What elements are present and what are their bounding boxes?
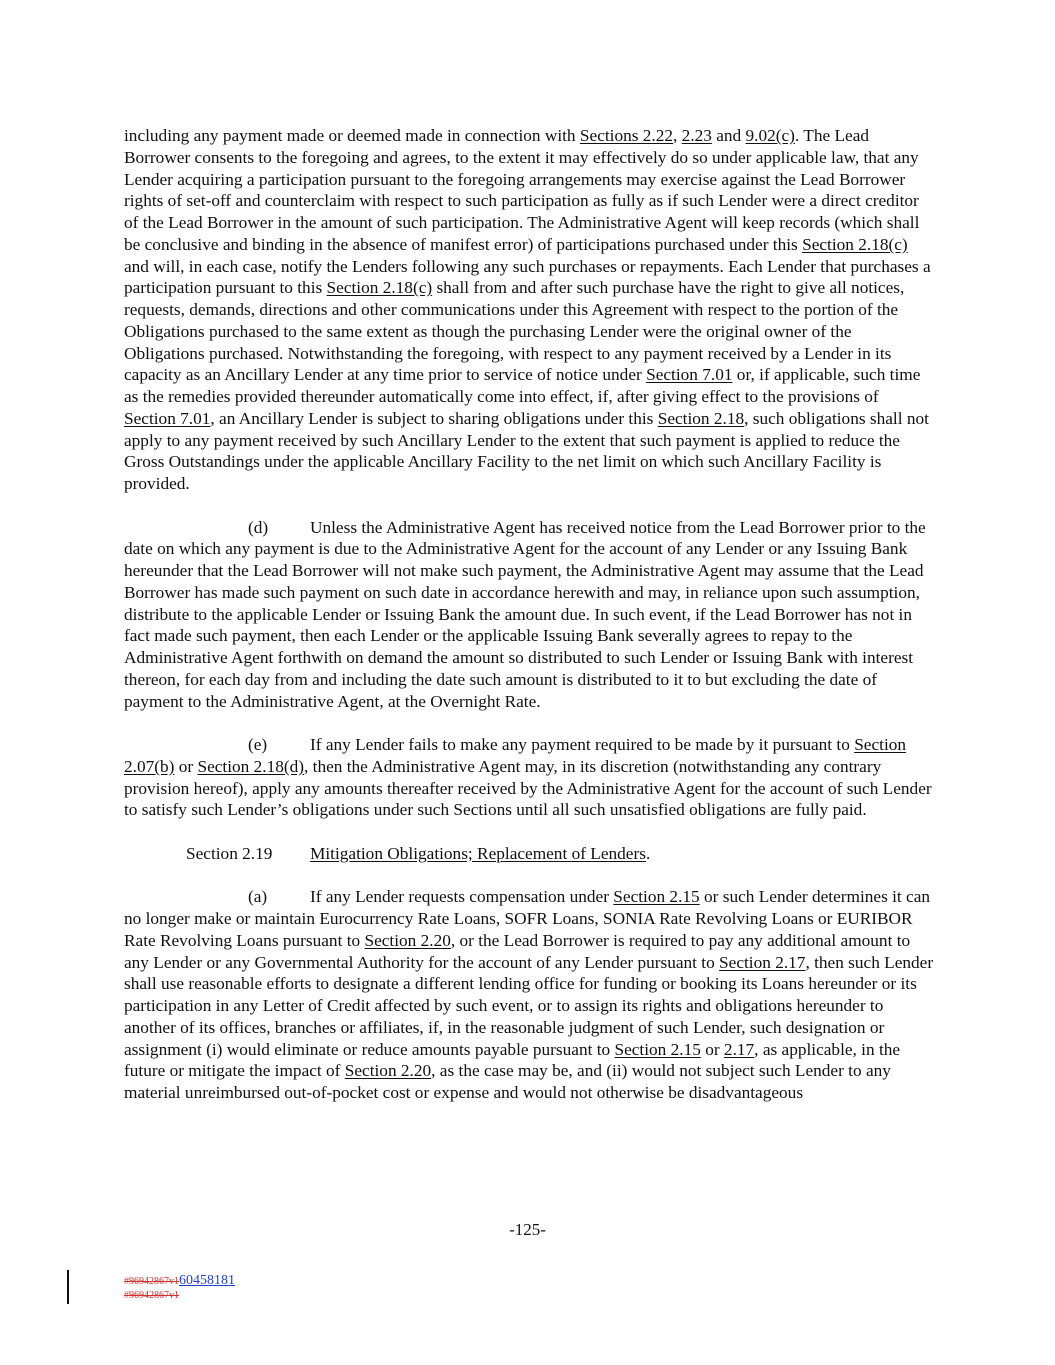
paragraph-e: (e) If any Lender fails to make any payment required to be made by it pursuant to Section 2.07(b) or Section 2.18(d), then the Administrative Agent may, in its discretion (notwithstanding any contrary provision hereof), apply any amounts thereafter received by the Administrative Agent for the account of such Lender to satisfy such Lender’s obligations under such Sections until all such unsatisfied obligations are fully paid. <box>124 735 932 820</box>
cross-reference: Section 2.15 <box>614 1039 701 1059</box>
page-number: -125- <box>509 1220 546 1239</box>
cross-reference: 2.23 <box>681 126 712 145</box>
cross-reference: Section 2.15 <box>613 887 700 907</box>
deleted-doc-id: #96942867v1 <box>124 1276 179 1287</box>
change-bar <box>67 1270 69 1304</box>
cross-reference: Section 2.20 <box>344 1061 432 1081</box>
document-id <box>124 1272 235 1289</box>
section-number: Section 2.19 <box>186 843 273 863</box>
inserted-doc-id: 60458181 <box>179 1273 235 1288</box>
clause-label: (d) <box>248 517 269 537</box>
deleted-doc-id-2: #96942867v1 <box>124 1290 179 1301</box>
paragraph-a: (a) If any Lender requests compensation under Section 2.15 or such Lender determines it can no longer make or maintain Eurocurrency Rate Loans, SOFR Loans, SONIA Rate Revolving Loans or EURIBOR Rate Revolving Loans pursuant to Section 2.20, or the Lead Borrower is required to pay any additional amount to any Lender or any Governmental Authority for the account of any Lender pursuant to Section 2.17, then such Lender shall use reasonable efforts to designate a different lending office for funding or booking its Loans hereunder or its participation in any Letter of Credit affected by such event, or to assign its rights and obligations hereunder to another of its offices, branches or affiliates, if, in the reasonable judgment of such Lender, such designation or assignment (i) would eliminate or reduce amounts payable pursuant to Section 2.15 or 2.17, as applicable, in the future or mitigate the impact of Section 2.20, as the case may be, and (ii) would not subject such Lender to any material unreimbursed out-of-pocket cost or expense and would not otherwise be disadvantageous <box>124 887 934 1102</box>
cross-reference: Section 2.17 <box>719 952 806 972</box>
clause-label: (a) <box>248 887 268 907</box>
cross-reference: Sections 2.22 <box>579 126 674 145</box>
clause-label: (e) <box>248 735 268 754</box>
cross-reference: Section 2.18 <box>657 408 745 428</box>
cross-reference: Section 7.01 <box>124 408 211 428</box>
cross-reference: 9.02(c) <box>745 126 795 145</box>
cross-reference: Section 2.18(d) <box>197 756 305 776</box>
document-id-secondary <box>124 1290 179 1301</box>
paragraph-c-continuation: including any payment made or deemed made in connection with Sections 2.22, 2.23 and 9.02(c). The Lead Borrower consents to the foregoing and agrees, to the extent it may effectively do so under applicable law, that any Lender acquiring a participation pursuant to the foregoing arrangements may exercise against the Lead Borrower rights of set-off and counterclaim with respect to such participation as fully as if such Lender were a direct creditor of the Lead Borrower in the amount of such participation. The Administrative Agent will keep records (which shall be conclusive and binding in the absence of manifest error) of participations purchased under this Section 2.18(c) and will, in each case, notify the Lenders following any such purchases or repayments. Each Lender that purchases a participation pursuant to this Section 2.18(c) shall from and after such purchase have the right to give all notices, requests, demands, directions and other communications under this Agreement with respect to the portion of the Obligations purchased to the same extent as though the purchasing Lender were the original owner of the Obligations purchased. Notwithstanding the foregoing, with respect to any payment received by a Lender in its capacity as an Ancillary Lender at any time prior to service of notice under Section 7.01 or, if applicable, such time as the remedies provided thereunder automatically come into effect, if, after giving effect to the provisions of Section 7.01, an Ancillary Lender is subject to sharing obligations under this Section 2.18, such obligations shall not apply to any payment received by such Ancillary Lender to the extent that such payment is applied to reduce the Gross Outstandings under the applicable Ancillary Facility to the net limit on which such Ancillary Facility is provided. <box>124 126 931 493</box>
cross-reference: Section 2.18(c) <box>802 234 908 254</box>
cross-reference: Section 2.20 <box>364 930 451 950</box>
cross-reference: Section 7.01 <box>646 365 733 385</box>
document-body <box>124 125 934 1126</box>
section-heading: Section 2.19 Mitigation Obligations; Replacement of Lenders. <box>186 843 651 863</box>
paragraph-d: (d) Unless the Administrative Agent has received notice from the Lead Borrower prior to the date on which any payment is due to the Administrative Agent for the account of any Lender or any Issuing Bank hereunder that the Lead Borrower will not make such payment, the Administrative Agent may assume that the Lead Borrower has made such payment on such date in accordance herewith and may, in reliance upon such assumption, distribute to the applicable Lender or Issuing Bank the amount due. In such event, if the Lead Borrower has not in fact made such payment, then each Lender or the applicable Issuing Bank severally agrees to repay to the Administrative Agent forthwith on demand the amount so distributed to such Lender or Issuing Bank with interest thereon, for each day from and including the date such amount is distributed to it to but excluding the date of payment to the Administrative Agent, at the Overnight Rate. <box>124 517 926 711</box>
cross-reference: Section 2.18(c) <box>326 278 433 298</box>
section-title: Mitigation Obligations; Replacement of Lenders <box>310 843 646 863</box>
cross-reference: 2.17 <box>723 1039 755 1059</box>
cross-reference: Section 2.07(b) <box>124 735 907 776</box>
